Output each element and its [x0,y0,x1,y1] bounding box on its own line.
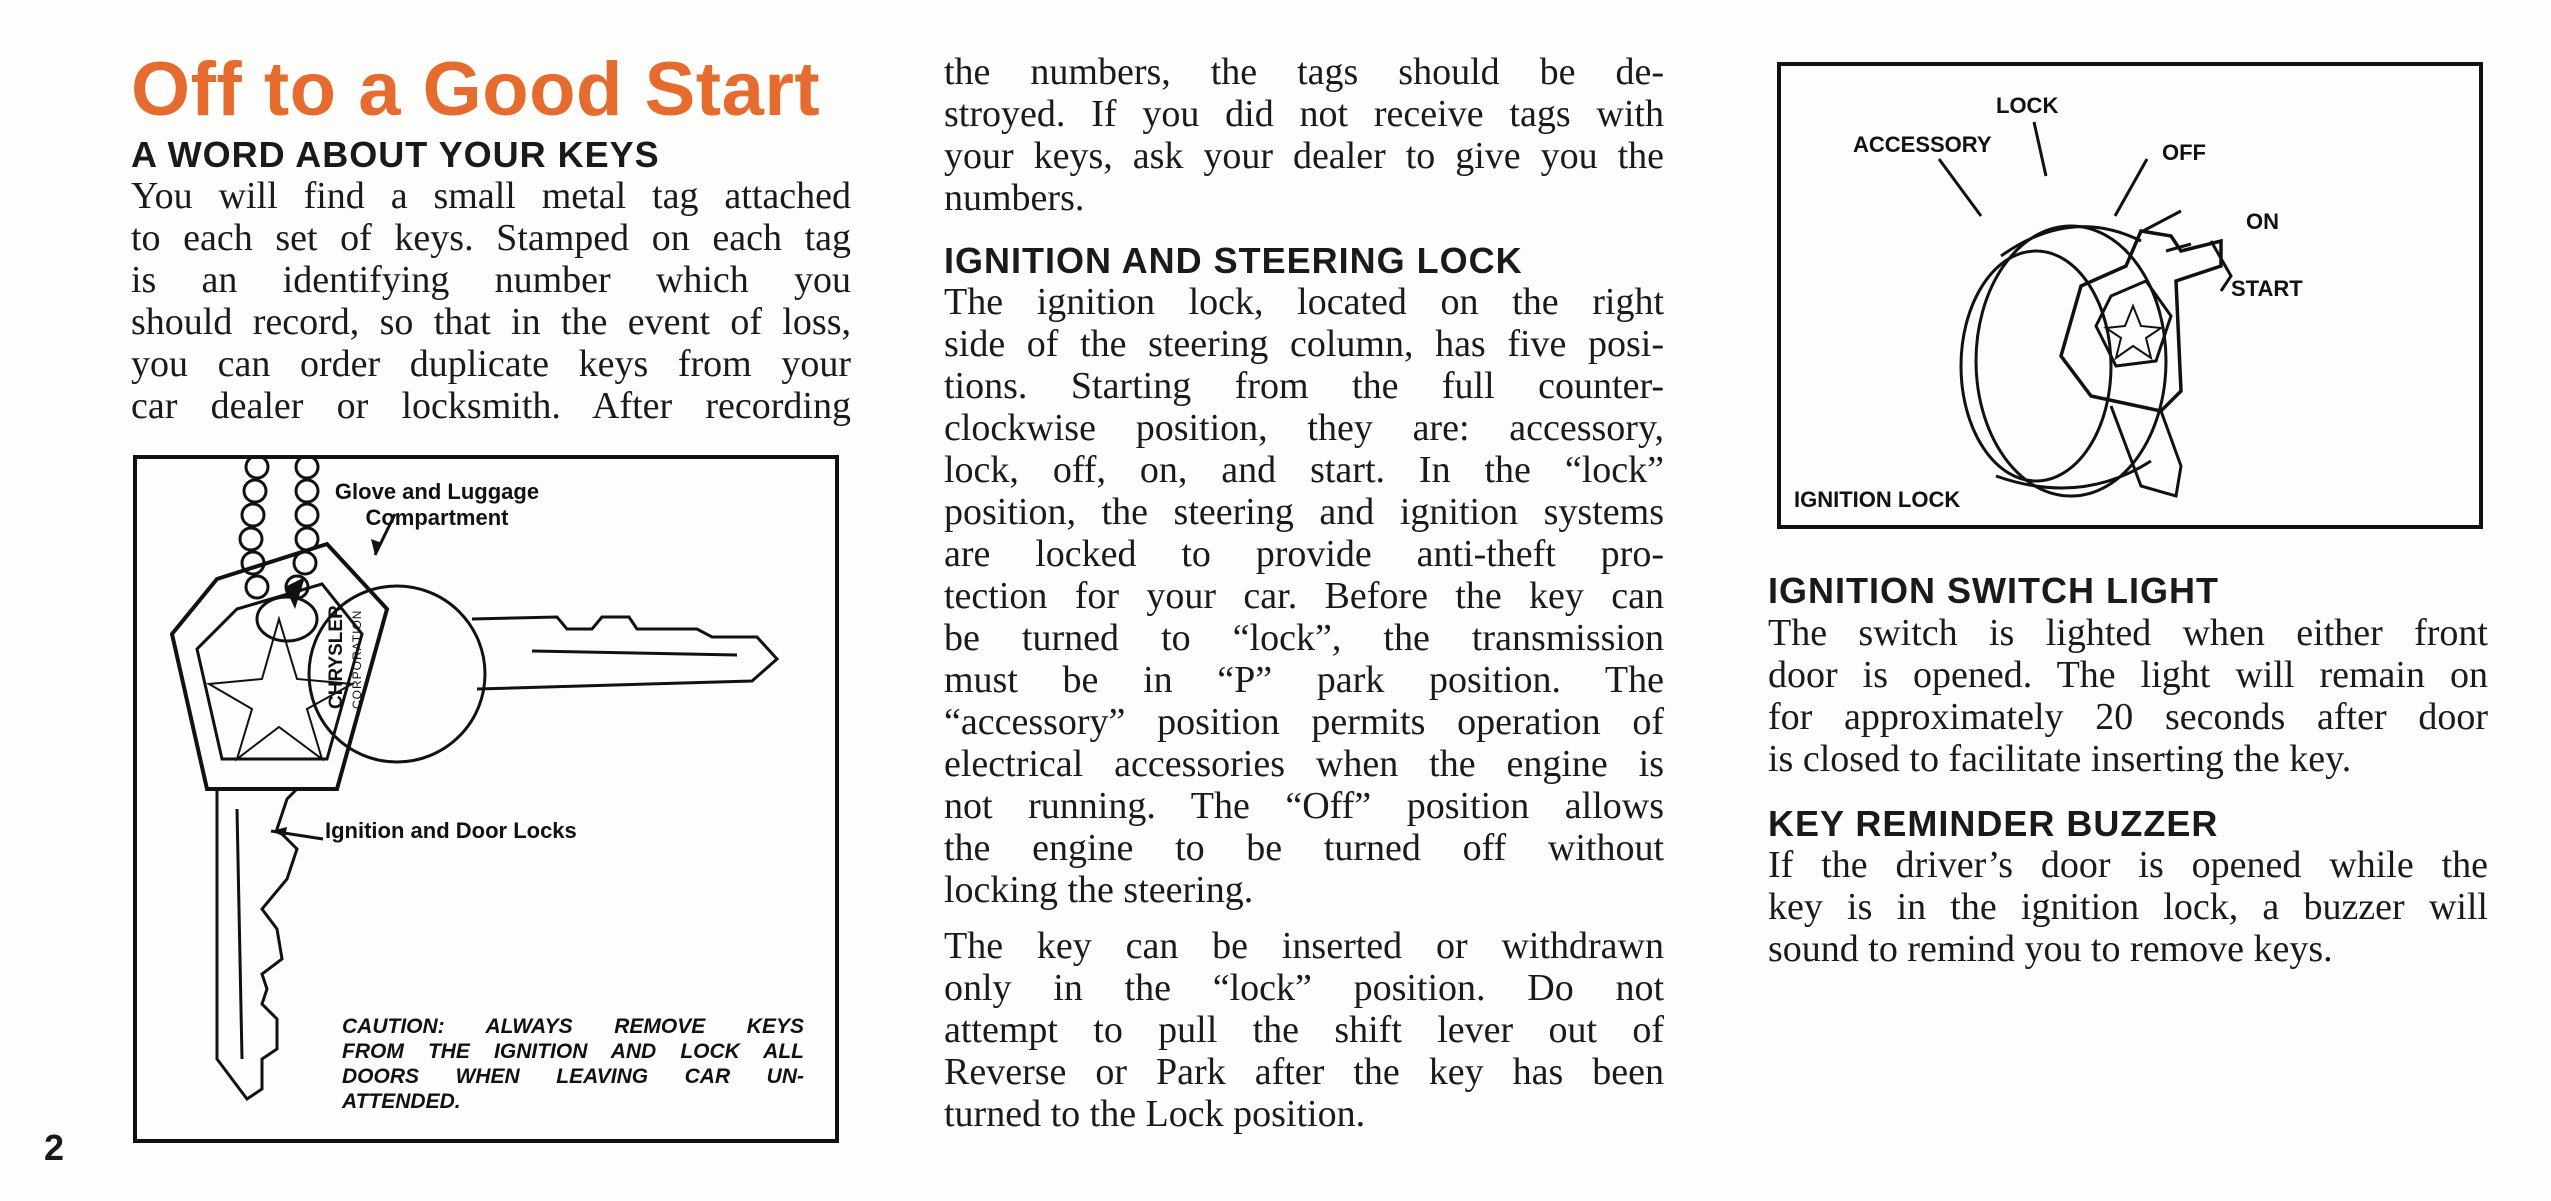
ignition-lock-heading: IGNITION AND STEERING LOCK [944,240,1523,281]
text-line: is closed to facilitate inserting the key. [1768,738,2352,780]
text-line: position, the steering and ignition systems [944,491,1664,533]
keys-figure [133,455,839,1143]
text-line: must be in “P” park position. The [944,659,1664,701]
switch-light-heading: IGNITION SWITCH LIGHT [1768,570,2219,611]
text-line: Reverse or Park after the key has been [944,1051,1664,1093]
accessory-position-label: ACCESSORY [1853,132,1992,157]
text-line: to each set of keys. Stamped on each tag [131,217,851,259]
ignition-paragraph-2 [944,925,1664,1135]
text-line: tection for your car. Before the key can [944,575,1664,617]
text-line: be turned to “lock”, the transmission [944,617,1664,659]
page-number: 2 [44,1127,65,1168]
brand-logo-text [327,605,367,709]
text-line: you can order duplicate keys from your [131,343,851,385]
text-line: The ignition lock, located on the right [944,281,1664,323]
text-line: The switch is lighted when either front [1768,612,2488,654]
keys-paragraph [131,175,851,427]
caution-line: FROM THE IGNITION AND LOCK ALL [342,1040,804,1063]
text-line: the numbers, the tags should be de- [944,51,1664,93]
label-line: Glove and Luggage [334,479,540,504]
text-line: locking the steering. [944,869,1254,911]
text-line: turned to the Lock position. [944,1093,1366,1135]
caution-line: CAUTION: ALWAYS REMOVE KEYS [342,1015,804,1038]
text-line: sound to remind you to remove keys. [1768,928,2333,970]
text-line: for approximately 20 seconds after door [1768,696,2488,738]
text-line: clockwise position, they are: accessory, [944,407,1664,449]
start-position-label: START [2231,276,2303,301]
glove-compartment-label [317,479,557,531]
buzzer-paragraph [1768,844,2488,970]
keys-heading: A WORD ABOUT YOUR KEYS [131,134,660,175]
ignition-paragraph-1 [944,281,1664,911]
text-line: should record, so that in the event of loss, [131,301,851,343]
caution-line: DOORS WHEN LEAVING CAR UN- [342,1065,804,1088]
label-line: Compartment [365,505,509,530]
text-line: not running. The “Off” position allows [944,785,1664,827]
buzzer-heading: KEY REMINDER BUZZER [1768,803,2219,844]
text-line: The key can be inserted or withdrawn [944,925,1664,967]
caution-line: ATTENDED. [342,1090,461,1113]
text-line: attempt to pull the shift lever out of [944,1009,1664,1051]
ignition-door-locks-label: Ignition and Door Locks [325,818,577,843]
on-position-label: ON [2246,209,2279,234]
text-line: stroyed. If you did not receive tags with [944,93,1664,135]
keys-paragraph-continued [944,51,1664,219]
text-line: You will find a small metal tag attached [131,175,851,217]
page-title: Off to a Good Start [131,47,821,132]
brand-subtitle: CORPORATION [350,609,364,709]
text-line: “accessory” position permits operation of [944,701,1664,743]
switch-light-paragraph [1768,612,2488,780]
text-line: electrical accessories when the engine is [944,743,1664,785]
text-line: your keys, ask your dealer to give you the [944,135,1664,177]
text-line: key is in the ignition lock, a buzzer will [1768,886,2488,928]
ignition-lock-figure [1777,62,2483,529]
text-line: numbers. [944,177,1085,219]
off-position-label: OFF [2162,140,2206,165]
ignition-lock-caption: IGNITION LOCK [1794,487,1961,512]
text-line: only in the “lock” position. Do not [944,967,1664,1009]
text-line: lock, off, on, and start. In the “lock” [944,449,1664,491]
text-line: If the driver’s door is opened while the [1768,844,2488,886]
text-line: is an identifying number which you [131,259,851,301]
text-line: are locked to provide anti-theft pro- [944,533,1664,575]
text-line: side of the steering column, has five posi- [944,323,1664,365]
caution-note [342,1014,804,1114]
text-line: door is opened. The light will remain on [1768,654,2488,696]
text-line: the engine to be turned off without [944,827,1664,869]
text-line: car dealer or locksmith. After recording [131,385,851,427]
lock-position-label: LOCK [1996,93,2059,118]
brand-name: CHRYSLER [326,605,347,709]
text-line: tions. Starting from the full counter- [944,365,1664,407]
